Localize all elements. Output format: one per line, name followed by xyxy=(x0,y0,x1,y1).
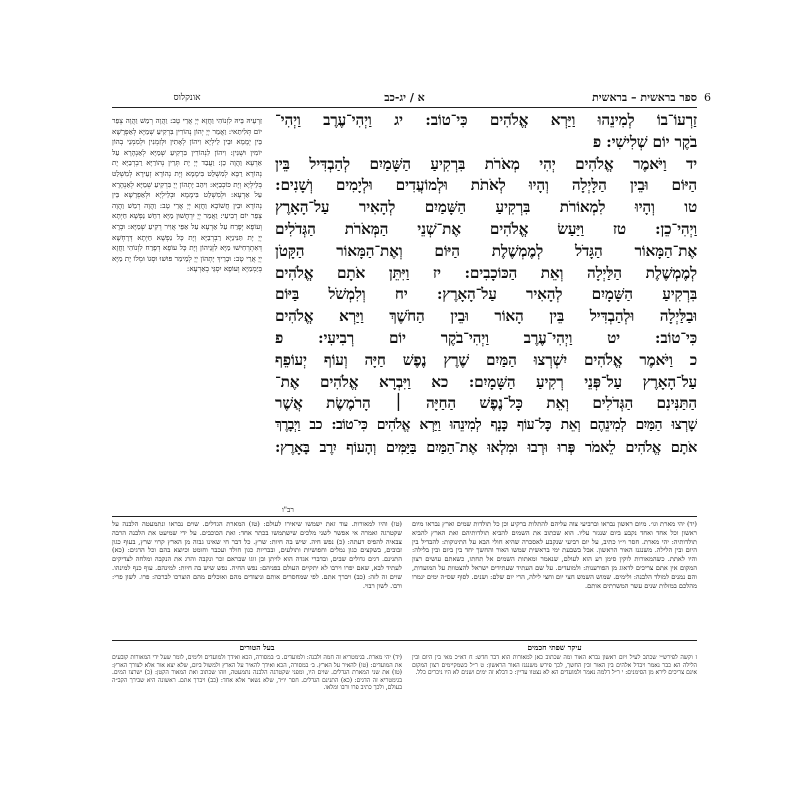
verse-line: זַרְעוֹ־בוֹ לְמִינֵהוּ וַיַּרְא אֱלֹהִים כִּי־טוֹב: יג וַיְהִי־עֶרֶב וַיְהִי־ xyxy=(275,111,697,129)
chapter-reference: א / יג-כב xyxy=(384,90,425,104)
siftei-chachamim-text: ז וקשה לפירש״י שכתב לעיל ויום ראשון נברא האור ומה שכתוב כאן למאורות הוא דבר חדש: ח דא״כ מאי בין היום ובין הלילה הא כבר נאמר ויבדל אלהים בין האור ובין החשך, לכך פירש משנגנז האור הראשון: ט ר״ל כשמקיימים רצון המקום אינם צריכים לירא מן הסימנים: י ר״ל דלמה נאמר ולמועדים הא לא נצטוו עדיין: כ דבלא זה ימים ושנים לא היו ניכרים כלל. xyxy=(412,654,697,677)
header-divider xyxy=(112,107,697,108)
rashi-left-column: (טו) והיו למאורות. עוד זאת ישמשו שיאירו לעולם: (טז) המארת הגדלים. שוים נבראו ונתמעטה הלבנה על שקטרגה ואמרה אי אפשר לשני מלכים שישתמשו בכתר אחד: ואת הכוכבים. על ידי שמיעט את הלבנה הרבה צבאיה להפיס דעתה: (כ) נפש חיה. שיש בה חיות: שרץ. כל דבר חי שאינו גבוה מן הארץ קרוי שרץ, בעוף כגון זבובים, בשקצים כגון נמלים וחפושיות ותולעים, ובבריות כגון חולד ועכבר וחומט וכיוצא בהם וכל הדגים: (כא) התנינם. דגים גדולים שבים, ובדברי אגדה הוא לויתן ובן זוגו שבראם זכר ונקבה והרג את הנקבה ומלחה לצדיקים לעתיד לבא, שאם יפרו וירבו לא יתקיים העולם בפניהם: נפש החיה. נפש שיש בה חיות: למינהם. עוף כנף למינהו. שוים זה לזה: (כב) ויברך אתם. לפי שמחסרים אותם וניצודים מהם ואוכלים מהם הוצרכו לברכה: פרו. לשון פרי: ורבו. לשון רבוי. xyxy=(112,520,402,590)
onkelos-heading: אונקלוס xyxy=(173,93,201,103)
verse-line: בִּרְקִיעַ הַשָּׁמָיִם לְהָאִיר עַל־הָאָרֶץ: יח וְלִמְשֹׁל בַּיּוֹם xyxy=(275,285,697,304)
book-page xyxy=(112,88,711,708)
verse-line: טו וְהָיוּ לִמְאוֹרֹת בִּרְקִיעַ הַשָּׁמַיִם לְהָאִיר עַל־הָאָרֶץ xyxy=(275,198,697,217)
verse-line: הַתַּנִּינִם הַגְּדֹלִים וְאֵת כָּל־נֶפֶשׁ הַחַיָּה ׀ הָרֹמֶשֶׂת אֲשֶׁר xyxy=(275,394,697,413)
book-title: ספר בראשית – בראשית xyxy=(592,90,697,104)
baal-haturim-heading: בעל הטורים xyxy=(239,643,275,652)
onkelos-text: זַרְעֵיהּ בֵּיהּ לִזְנוֹהִי וַחֲזָא יְיָ אֲרֵי טָב: וַהֲוָה רְמַשׁ וַהֲוָה צְפַר יוֹם תְּלִיתַאי: וַאֲמַר יְיָ יְהוֹן נְהוֹרִין בִּרְקִיעַ שְׁמַיָּא לְאַפְרָשָׁא בֵּין יְמָמָא וּבֵין לֵילְיָא וִיהוֹן לְאָתִין וּלְזִמְנִין וּלְמִמְנֵי בְהוֹן יוֹמִין וּשְׁנִין: וִיהוֹן לִנְהוֹרִין בִּרְקִיעַ שְׁמַיָּא לְאַנְהָרָא עַל אַרְעָא וַהֲוָה כֵן: וַעֲבַד יְיָ יָת תְּרֵין נְהוֹרַיָּא רַבְרְבַיָּא יָת נְהוֹרָא רַבָּא לְמִשְׁלַט בִּימָמָא וְיָת נְהוֹרָא זְעֵירָא לְמִשְׁלַט בְּלֵילְיָא וְיָת כּוֹכְבַיָּא: וִיהַב יָתְהוֹן יְיָ בִּרְקִיעַ שְׁמַיָּא לְאַנְהָרָא עַל אַרְעָא: וּלְמִשְׁלַט בִּימָמָא וּבְלֵילְיָא וּלְאַפְרָשָׁא בֵּין נְהוֹרָא וּבֵין חֲשׁוֹכָא וַחֲזָא יְיָ אֲרֵי טָב: וַהֲוָה רְמַשׁ וַהֲוָה צְפַר יוֹם רְבִיעַי: וַאֲמַר יְיָ יִרְחֲשׁוּן מַיָּא רִחֵשׁ נַפְשָׁא חַיְתָא וְעוֹפָא יְפָרַח עַל אַרְעָא עַל אַפֵּי אֲוִיר רְקִיעַ שְׁמַיָּא: וּבְרָא יְיָ יָת תַּנִּינַיָּא רַבְרְבַיָּא וְיָת כָּל נַפְשָׁא חַיְתָא דְּרָחְשָׁא דְּאִתְרְחִישׁוּ מַיָּא לִזְנֵיהוֹן וְיָת כָּל עוֹפָא דְפָרַח לִזְנוֹהִי וַחֲזָא יְיָ אֲרֵי טָב: וּבָרֵיךְ יָתְהוֹן יְיָ לְמֵימַר פּוּשׁוּ וּסְגוֹ וּמְלוֹ יָת מַיָּא בְּיַמְמַיָּא וְעוֹפָא יִסְגֵּי בְאַרְעָא: xyxy=(112,116,262,274)
page-number: 6 xyxy=(704,90,711,104)
verse-line: בֹקֶר יוֹם שְׁלִישִׁי: פ xyxy=(592,132,697,151)
verse-line: וַיְהִי־כֵן: טז וַיַּעַשׂ אֱלֹהִים אֶת־שְׁנֵי הַמְּאֹרֹת הַגְּדֹלִים xyxy=(275,219,697,238)
siftei-chachamim-heading: עיקר שפתי חכמים xyxy=(527,643,582,652)
torah-text xyxy=(275,110,697,459)
rashi-right-column: (יד) יהי מארת וגו׳. מיום ראשון נבראו וברביעי צוה עליהם להתלות ברקיע וכן כל תולדות שמים וארץ נבראו מיום ראשון וכל אחד ואחד נקבע ביום שנגזר עליו. הוא שכתוב את השמים להביא תולדותיהם ואת הארץ להביא תולדותיה: יהי מארת. חסר וי״ו כתיב, על יום רביעי שנקבע לאסכרה שהיא חולי הבא על התינוקות: להבדיל בין היום ובין הלילה. משנגנז האור הראשון. אבל בשבעת ימי בראשית שמשו האור והחשך יחד בין ביום ובין בלילה: והיו לאתת. כשהמאורות לוקין סימן רע הוא לעולם, שנאמר ומאתות השמים אל תחתו, כשאתם עושים רצון המקום אין אתם צריכים לדאוג מן הפורענות: ולמועדים. על שם העתיד שעתידים ישראל להצטוות על המועדות, והם נמנים למולד הלבנה: ולימים. שמוש השמש חצי יום וחצי לילה, הרי יום שלם: ושנים. לסוף שס״ה ימים יגמרו מהלכם במזלות שנים עשר המשרתים אותם. xyxy=(412,520,697,590)
verse-line: אֶת־הַמָּאוֹר הַגָּדֹל לְמֶמְשֶׁלֶת הַיּוֹם וְאֶת־הַמָּאוֹר הַקָּטֹן xyxy=(275,241,697,260)
verse-line: יד וַיֹּאמֶר אֱלֹהִים יְהִי מְאֹרֹת בִּרְקִיעַ הַשָּׁמַיִם לְהַבְדִּיל בֵּין xyxy=(275,154,697,173)
page-marker: רב"ו xyxy=(282,506,294,514)
verse-line: כ וַיֹּאמֶר אֱלֹהִים יִשְׁרְצוּ הַמַּיִם שֶׁרֶץ נֶפֶשׁ חַיָּה וְעוֹף יְעוֹפֵף xyxy=(275,350,697,369)
baal-haturim-text: (יד) יהי מארת. בגימטריא זה חמה ולבנה: ולמועדים. ב׳ במסורה, הכא ואידך ולמועדים ולימים, לומר שעל ידי המאורות קובעים את המועדים: (טו) להאיר על הארץ. ב׳ במסורה, הכא ואידך להאיר על הארץ ולמשול ביום, שלא יצא אור אלא לצורך הארץ: (טז) את שני המארת הגדלים. שוים היו, ומפני שקטרגה הלבנה נתמעטה, וזהו שכתוב ואת המאור הקטן: (כ) ישרצו המים. בגימטריא זה הדגים: (כא) התנינם הגדלים. חסר יו״ד, שלא נשאר אלא אחד: (כב) ויברך אתם. ראשונה היא שבירך הקב״ה בעולם, ולכך כתיב פרו ורבו ומלאו. xyxy=(112,654,402,692)
text-divider xyxy=(112,516,697,517)
verse-line: שָׁרְצוּ הַמַּיִם לְמִינֵהֶם וְאֵת כָּל־עוֹף כָּנָף לְמִינֵהוּ וַיַּרְא אֱלֹהִים כִּי־טוֹב: כב וַיְבָרֶךְ xyxy=(275,417,697,434)
verse-line: כִּי־טוֹב: יט וַיְהִי־עֶרֶב וַיְהִי־בֹקֶר יוֹם רְבִיעִי: פ xyxy=(275,328,697,347)
verse-line: הַיּוֹם וּבֵין הַלָּיְלָה וְהָיוּ לְאֹתֹת וּלְמוֹעֲדִים וּלְיָמִים וְשָׁנִים: xyxy=(275,176,697,195)
verse-line: עַל־הָאָרֶץ עַל־פְּנֵי רְקִיעַ הַשָּׁמָיִם: כא וַיִּבְרָא אֱלֹהִים אֶת־ xyxy=(275,372,697,391)
verse-line: אֹתָם אֱלֹהִים לֵאמֹר פְּרוּ וּרְבוּ וּמִלְאוּ אֶת־הַמַּיִם בַּיַּמִּים וְהָעוֹף יִרֶב בָּאָרֶץ: xyxy=(275,438,697,456)
verse-line: לְמֶמְשֶׁלֶת הַלַּיְלָה וְאֵת הַכּוֹכָבִים: יז וַיִּתֵּן אֹתָם אֱלֹהִים xyxy=(275,263,697,282)
commentary-divider xyxy=(112,640,697,641)
verse-line: וּבַלַּיְלָה וּלְהַבְדִּיל בֵּין הָאוֹר וּבֵין הַחֹשֶׁךְ וַיַּרְא אֱלֹהִים xyxy=(275,307,697,326)
